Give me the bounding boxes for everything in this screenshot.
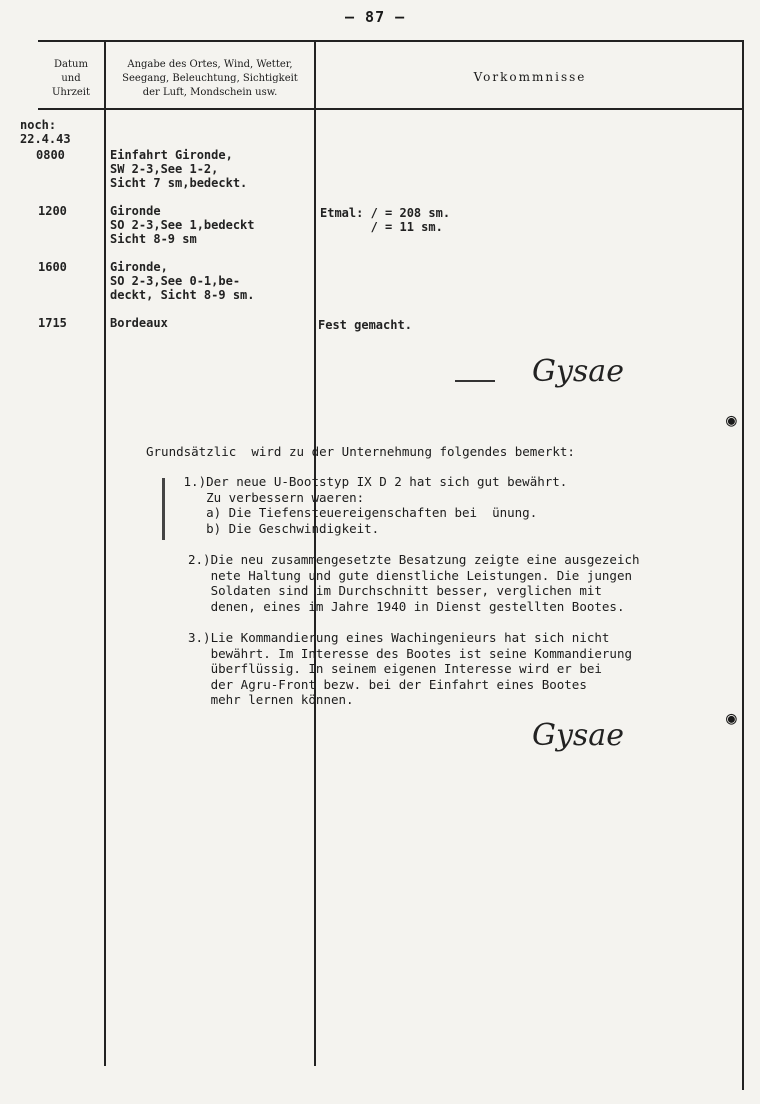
column-divider-1 xyxy=(104,40,106,1066)
log-time: 0800 xyxy=(36,148,65,162)
log-time: 1200 xyxy=(38,204,67,218)
log-time: 1715 xyxy=(38,316,67,330)
signature-dash xyxy=(455,380,495,382)
header-top-rule xyxy=(38,40,742,42)
log-location: Bordeaux xyxy=(110,316,168,330)
header-bottom-rule xyxy=(38,108,742,110)
margin-mark xyxy=(162,478,165,540)
header-date-time: Datum und Uhrzeit xyxy=(51,59,91,98)
log-location: Gironde SO 2-3,See 1,bedeckt Sicht 8-9 sm xyxy=(110,204,255,246)
remark-point-2: 2.)Die neu zusammengesetzte Besatzung zeigte eine ausgezeich nete Haltung und gute dienstliche Leistungen. Die jungen Soldaten sind im Durchschnitt besser, verglichen mit denen, eines im Jahre 1940 in Dienst gestellten Bootes. xyxy=(188,552,640,614)
remarks-intro: Grundsätzlic wird zu der Unternehmung folgendes bemerkt: xyxy=(146,444,575,459)
log-date: noch: 22.4.43 xyxy=(20,118,71,146)
log-event: Etmal: / = 208 sm. / = 11 sm. xyxy=(320,206,451,234)
page-number: — 87 — xyxy=(345,8,406,26)
circle-mark-icon: ◉ xyxy=(726,708,737,729)
log-time: 1600 xyxy=(38,260,67,274)
log-event: Fest gemacht. xyxy=(318,318,412,332)
circle-mark-icon: ◉ xyxy=(726,410,737,431)
log-location: Gironde, SO 2-3,See 0-1,be- deckt, Sicht 8-9 sm. xyxy=(110,260,255,302)
header-location-weather: Angabe des Ortes, Wind, Wetter, Seegang, Beleuchtung, Sichtigkeit der Luft, Mondschein usw. xyxy=(122,59,298,98)
signature: Gysae xyxy=(532,354,624,389)
remark-point-1: 1.)Der neue U-Bootstyp IX D 2 hat sich gut bewährt. Zu verbessern waeren: a) Die Tiefensteuereigenschaften bei ünung. b) Die Geschwindigkeit. xyxy=(183,474,568,536)
right-border xyxy=(742,40,744,1090)
log-location: Einfahrt Gironde, SW 2-3,See 1-2, Sicht 7 sm,bedeckt. xyxy=(110,148,248,190)
remark-point-3: 3.)Lie Kommandierung eines Wachingenieurs hat sich nicht bewährt. Im Interesse des Bootes ist seine Kommandierung überflüssig. In seinem eigenen Interesse wird er bei der Agru-Front bezw. bei der Einfahrt eines Bootes mehr lernen können. xyxy=(188,630,633,707)
signature: Gysae xyxy=(532,718,624,753)
header-events: Vorkommnisse xyxy=(473,70,587,84)
